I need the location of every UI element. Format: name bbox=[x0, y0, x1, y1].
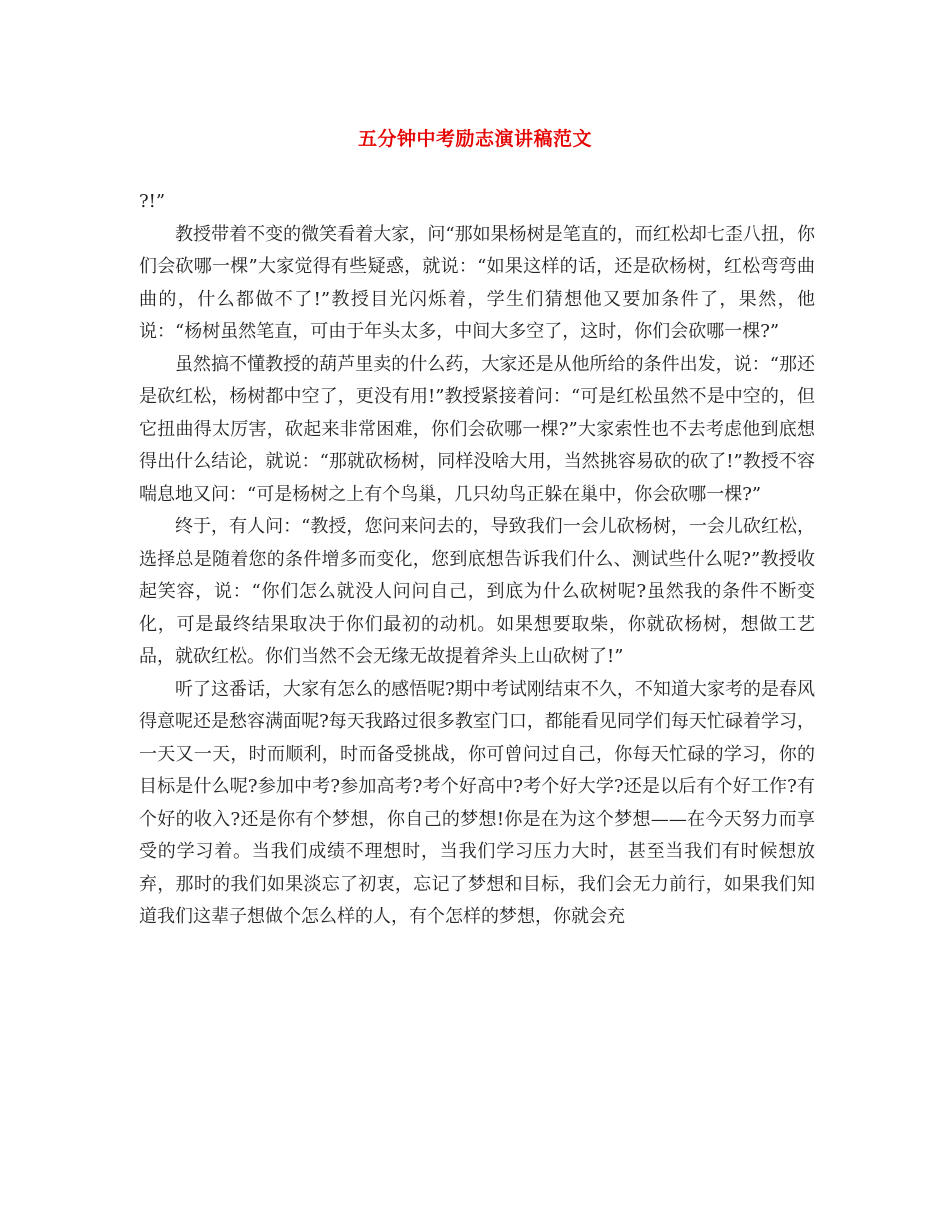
document-body bbox=[139, 186, 815, 934]
paragraph: 终于，有人问：“教授，您问来问去的，导致我们一会儿砍杨树，一会儿砍红松，选择总是随着您的条件增多而变化，您到底想告诉我们什么、测试些什么呢?”教授收起笑容，说：“你们怎么就没人问问自己，到底为什么砍树呢?虽然我的条件不断变化，可是最终结果取决于你们最初的动机。如果想要取柴，你就砍杨树，想做工艺品，就砍红松。你们当然不会无缘无故提着斧头上山砍树了!” bbox=[139, 516, 815, 667]
document-title: 五分钟中考励志演讲稿范文 bbox=[357, 128, 592, 150]
paragraph: 教授带着不变的微笑看着大家，问“那如果杨树是笔直的，而红松却七歪八扭，你们会砍哪一棵”大家觉得有些疑惑，就说：“如果这样的话，还是砍杨树，红松弯弯曲曲的，什么都做不了!”教授目光闪烁着，学生们猜想他又要加条件了，果然，他说：“杨树虽然笔直，可由于年头太多，中间大多空了，这时，你们会砍哪一棵?” bbox=[139, 223, 815, 342]
paragraph: ?!” bbox=[139, 191, 166, 212]
paragraph: 虽然搞不懂教授的葫芦里卖的什么药，大家还是从他所给的条件出发，说：“那还是砍红松，杨树都中空了，更没有用!”教授紧接着问：“可是红松虽然不是中空的，但它扭曲得太厉害，砍起来非常困难，你们会砍哪一棵?”大家索性也不去考虑他到底想得出什么结论，就说：“那就砍杨树，同样没啥大用，当然挑容易砍的砍了!”教授不容喘息地又问：“可是杨树之上有个鸟巢，几只幼鸟正躲在巢中，你会砍哪一棵?” bbox=[139, 353, 815, 505]
paragraph: 听了这番话，大家有怎么的感悟呢?期中考试刚结束不久，不知道大家考的是春风得意呢还是愁容满面呢?每天我路过很多教室门口，都能看见同学们每天忙碌着学习，一天又一天，时而顺利，时而备受挑战，你可曾问过自己，你每天忙碌的学习，你的目标是什么呢?参加中考?参加高考?考个好高中?考个好大学?还是以后有个好工作?有个好的收入?还是你有个梦想，你自己的梦想!你是在为这个梦想——在今天努力而享受的学习着。当我们成绩不理想时，当我们学习压力大时，甚至当我们有时候想放弃，那时的我们如果淡忘了初衷，忘记了梦想和目标，我们会无力前行，如果我们知道我们这辈子想做个怎么样的人，有个怎样的梦想，你就会充 bbox=[139, 678, 815, 927]
